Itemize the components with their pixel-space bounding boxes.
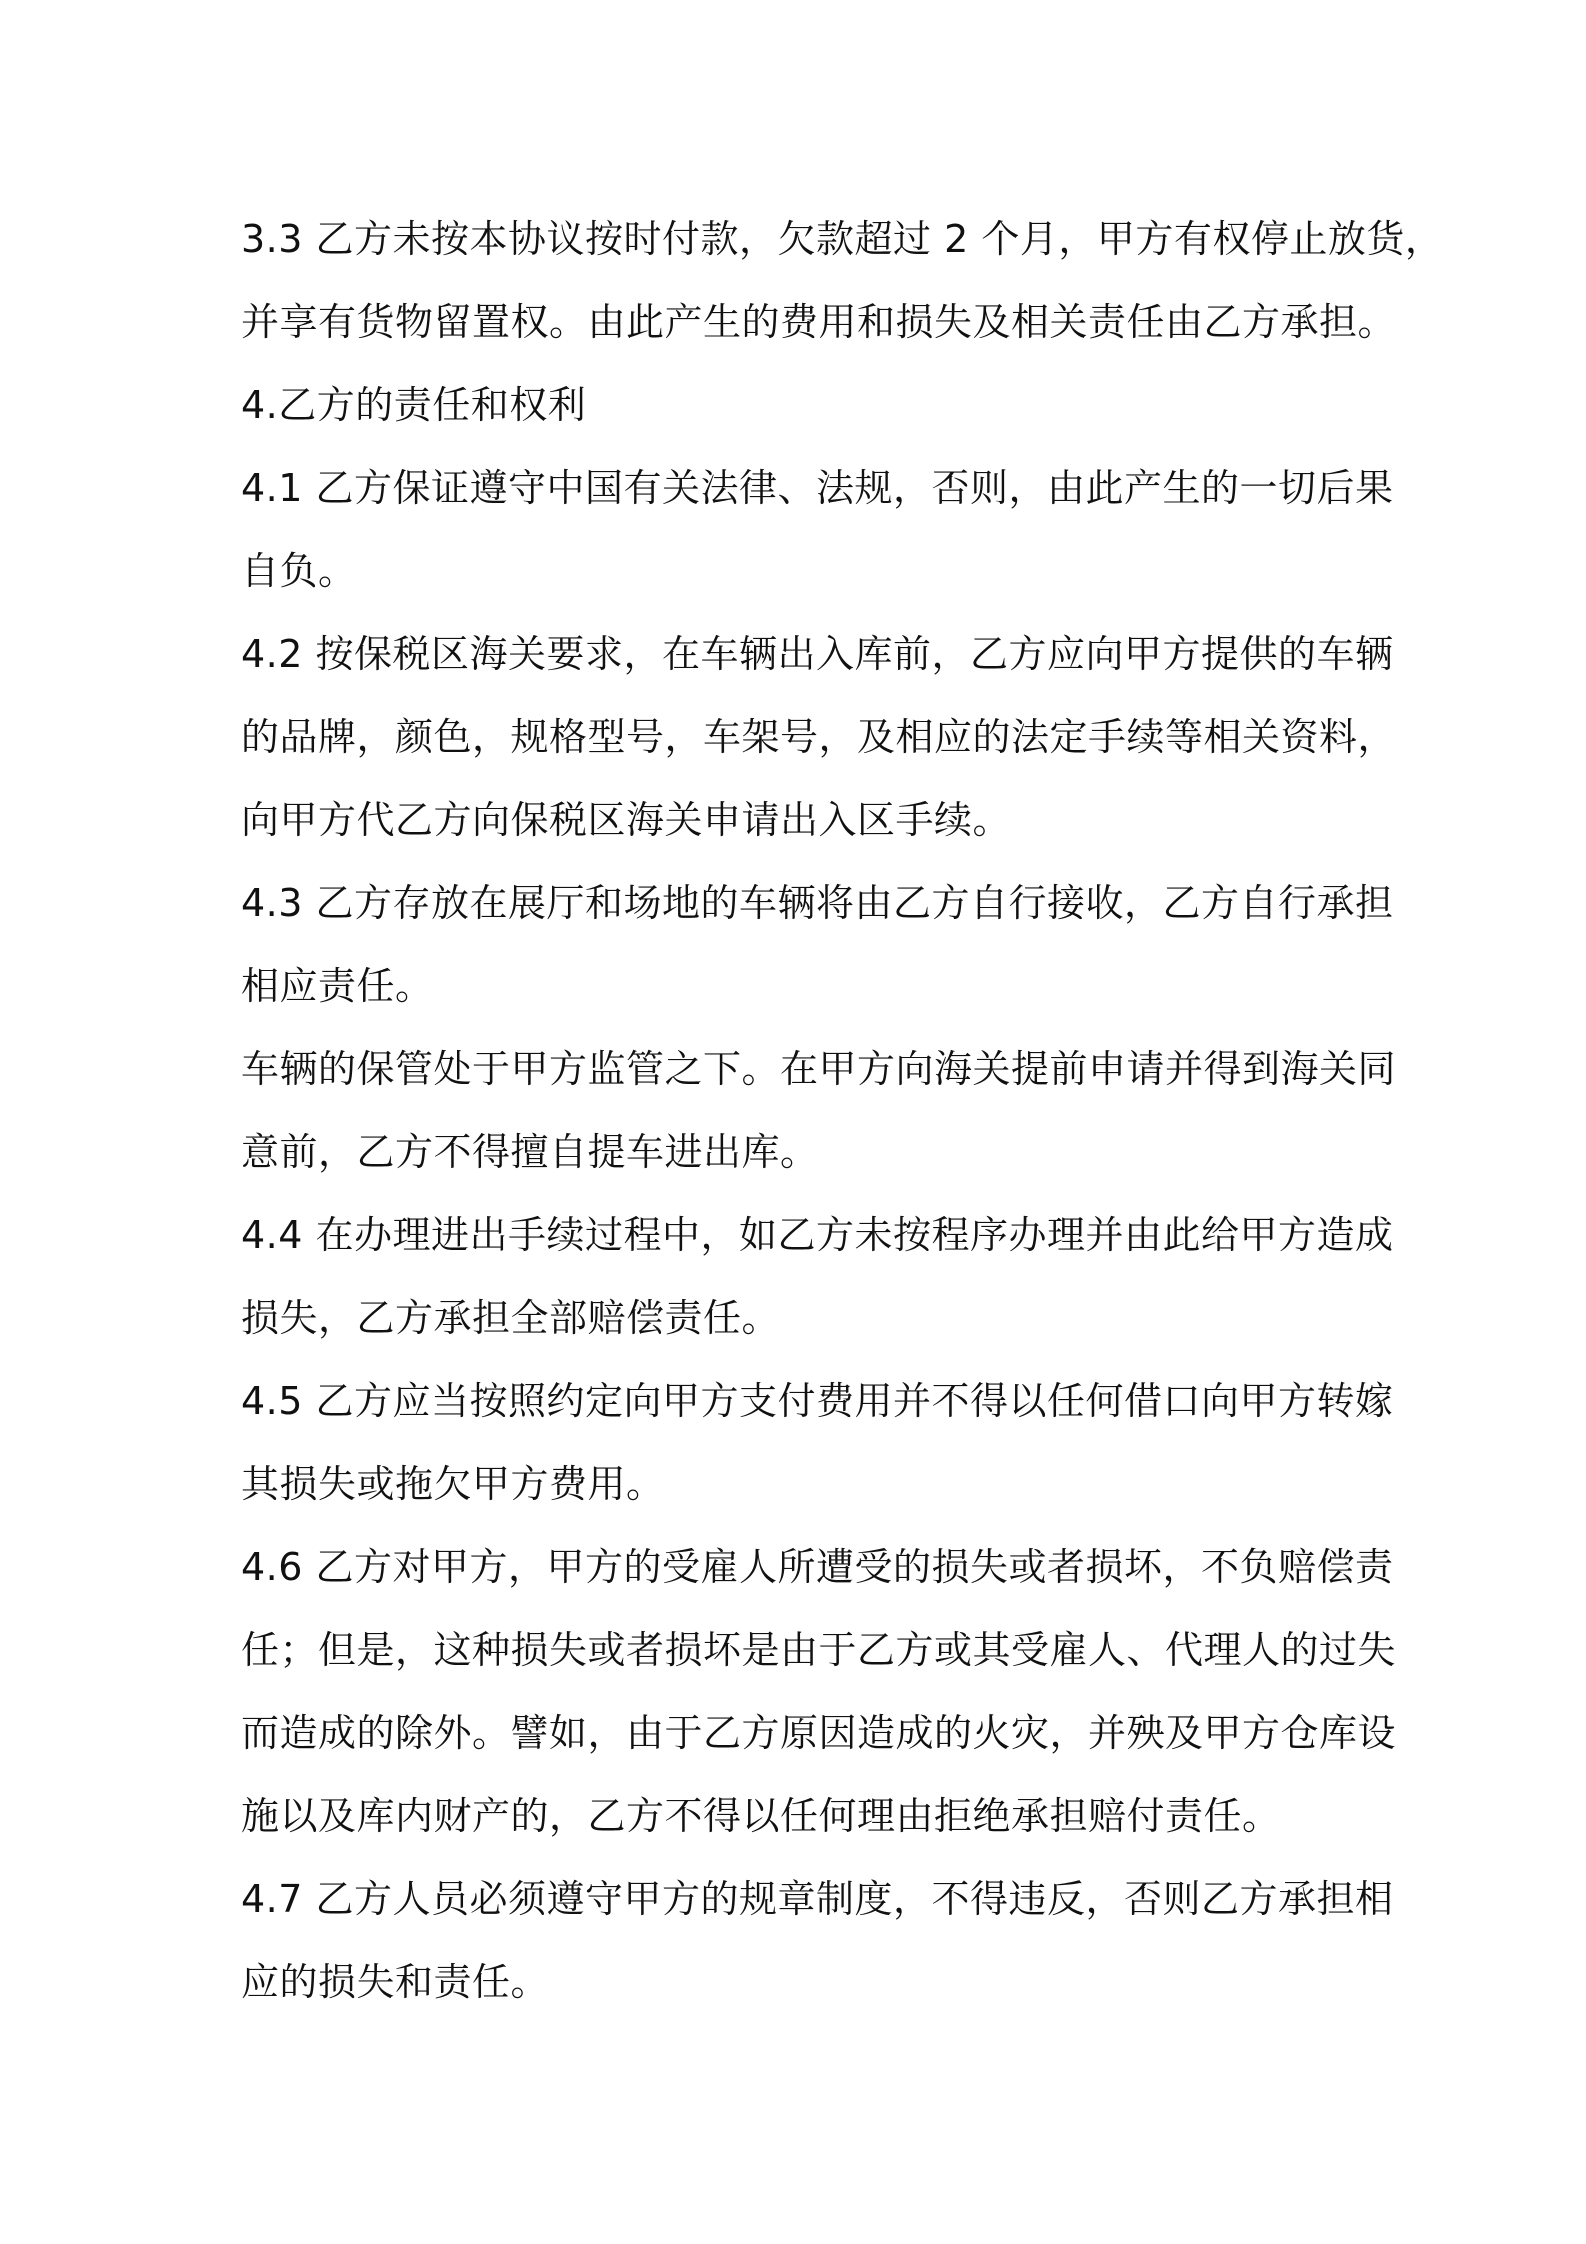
text-line: 4.6 乙方对甲方，甲方的受雇人所遭受的损失或者损坏，不负赔偿责 xyxy=(241,1545,1394,1589)
text-line: 任；但是，这种损失或者损坏是由于乙方或其受雇人、代理人的过失 xyxy=(241,1628,1397,1672)
text-line: 其损失或拖欠甲方费用。 xyxy=(241,1462,665,1506)
text-line: 而造成的除外。譬如，由于乙方原因造成的火灾，并殃及甲方仓库设 xyxy=(241,1711,1397,1755)
text-line: 并享有货物留置权。由此产生的费用和损失及相关责任由乙方承担。 xyxy=(241,300,1397,344)
text-line: 4.5 乙方应当按照约定向甲方支付费用并不得以任何借口向甲方转嫁 xyxy=(241,1379,1394,1423)
text-line: 4.2 按保税区海关要求，在车辆出入库前，乙方应向甲方提供的车辆 xyxy=(241,632,1394,676)
text-line: 3.3 乙方未按本协议按时付款，欠款超过 2 个月，甲方有权停止放货， xyxy=(241,217,1444,261)
text-line: 4.1 乙方保证遵守中国有关法律、法规，否则，由此产生的一切后果 xyxy=(241,466,1394,510)
text-line: 应的损失和责任。 xyxy=(241,1960,550,2004)
text-line: 向甲方代乙方向保税区海关申请出入区手续。 xyxy=(241,798,1012,842)
text-line: 的品牌，颜色，规格型号，车架号，及相应的法定手续等相关资料， xyxy=(241,715,1397,759)
text-line: 意前，乙方不得擅自提车进出库。 xyxy=(241,1130,819,1174)
text-line: 车辆的保管处于甲方监管之下。在甲方向海关提前申请并得到海关同 xyxy=(241,1047,1397,1091)
text-line: 自负。 xyxy=(241,549,357,593)
text-line: 损失，乙方承担全部赔偿责任。 xyxy=(241,1296,781,1340)
text-line: 4.3 乙方存放在展厅和场地的车辆将由乙方自行接收，乙方自行承担 xyxy=(241,881,1394,925)
text-line: 4.7 乙方人员必须遵守甲方的规章制度，不得违反，否则乙方承担相 xyxy=(241,1877,1394,1921)
section-heading: 4.乙方的责任和权利 xyxy=(241,383,587,427)
text-line: 施以及库内财产的，乙方不得以任何理由拒绝承担赔付责任。 xyxy=(241,1794,1281,1838)
text-line: 相应责任。 xyxy=(241,964,434,1008)
text-line: 4.4 在办理进出手续过程中，如乙方未按程序办理并由此给甲方造成 xyxy=(241,1213,1394,1257)
document-body xyxy=(241,198,1444,2024)
